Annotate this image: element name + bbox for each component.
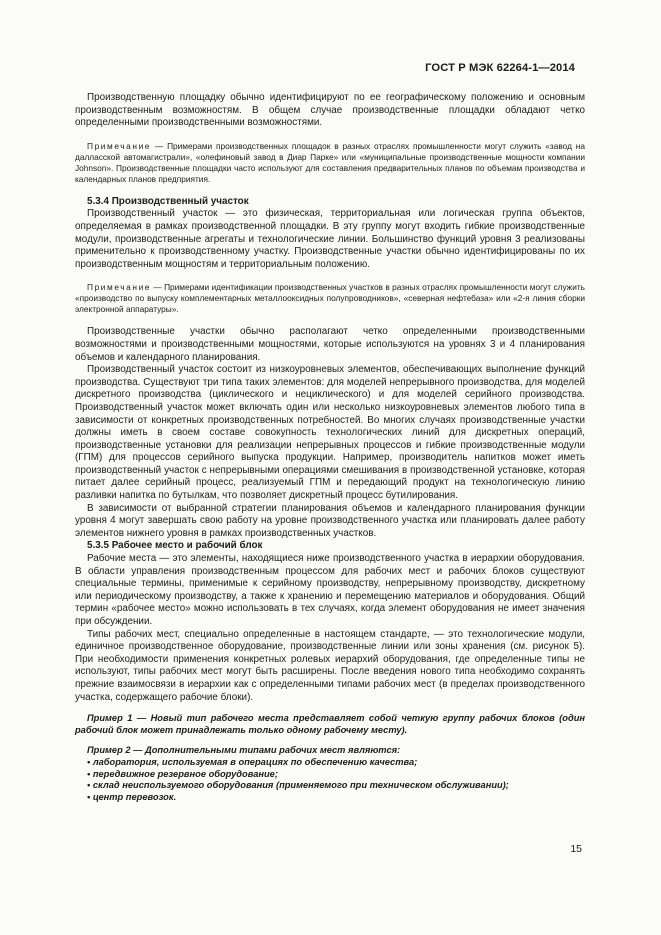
note-label: Примечание <box>87 282 152 293</box>
example-2-item: • лаборатория, используемая в операциях по обеспечению качества; <box>87 756 418 767</box>
example-2-item: • передвижное резервное оборудование; <box>87 768 278 779</box>
note-site <box>75 141 585 185</box>
paragraph-area-capabilities: Производственные участки обычно располагают четко определенными производственными возможностями и производственными мощностями, которые используются на уровнях 3 и 4 планирования объемов и календарного планирования. <box>75 326 585 363</box>
example-2-item: • склад неиспользуемого оборудования (применяемого при техническом обслуживании); <box>87 780 509 791</box>
document-body <box>75 92 585 803</box>
note-text: — Примерами идентификации производственных участков в разных отраслях промышленности могут служить «производство по выпуску комплементарных металлооксидных полупроводников», «северная нефтебаза» или «2-я линия сборки электронной аппаратуры». <box>75 282 585 315</box>
example-2-heading: Пример 2 — Дополнительными типами рабочих мест являются: <box>87 745 401 756</box>
paragraph-area-elements: Производственный участок состоит из низкоуровневых элементов, обеспечивающих выполнение функций производства. Существуют три типа таких элементов: для моделей непрерывного производства, для моделей дискретного производства (циклического и нециклического) и для моделей серийного производства. Производственный участок может включать один или несколько низкоуровневых элементов любого типа в зависимости от конкретных производственных потребностей. Во многих случаях производственные участки должны иметь в своем составе совокупность технологических линий для дискретных операций, производственные установки для реализации непрерывных процессов и гибкие производственные модули (ГПМ) для процессов серийного выпуска продукции. Например, производитель напитков может иметь производственный участок с непрерывными операциями смешивания в производственной установке, которая питает далее серийный процесс, реализуемый ГПМ и передающий продукт на технологическую линию разливки напитка по бутылкам, что позволяет дискретный процесс бутилирования. <box>75 364 585 502</box>
note-area <box>75 282 585 315</box>
example-1 <box>75 713 585 736</box>
section-heading-5-3-5: 5.3.5 Рабочее место и рабочий блок <box>87 540 263 552</box>
document-header: ГОСТ Р МЭК 62264-1—2014 <box>425 62 575 74</box>
section-heading-5-3-4: 5.3.4 Производственный участок <box>87 195 249 207</box>
paragraph-area: Производственный участок — это физическая, территориальная или логическая группа объектов, определяемая в рамках производственной площадки. В эту группу могут входить гибкие производственные модули, производственные агрегаты и технологические линии. Большинство функций уровня 3 реализованы применительно к производственному участку. Производственные участки обычно идентифицированы по их производственным мощностям и территориальным положению. <box>75 208 585 270</box>
note-label: Примечание <box>87 140 152 151</box>
note-text: — Примерами производственных площадок в разных отраслях промышленности могут служить «завод на далласской автомагистрали», «олефиновый завод в Диар Парке» или «муниципальные производственные мощности компании Johnson». Производственные площадки часто используют для составления предварительных планов по объемам производства и календарных планов предприятия. <box>75 140 585 184</box>
paragraph-work-center: Рабочие места — это элементы, находящиеся ниже производственного участка в иерархии оборудования. В области управления производственным процессом для рабочих мест и рабочих блоков существуют специальные термины, применимые к серийному производству, непрерывному производству, дискретному или периодическому производству, а также к хранению и перемещению материалов и оборудования. Общий термин «рабочее место» можно использовать в тех случаях, когда элемент оборудования не имеет значения при обсуждении. <box>75 553 585 627</box>
paragraph-site: Производственную площадку обычно идентифицируют по ее географическому положению и основным производственным возможностям. В общем случае производственные площадки обладают четко определенными производственными возможностями. <box>75 92 585 129</box>
page-number: 15 <box>570 843 582 855</box>
paragraph-level4-strategy: В зависимости от выбранной стратегии планирования объемов и календарного планирования функции уровня 4 могут завершать свою работу на уровне производственного участка или планировать далее работу элементов нижнего уровня в рамках производственных участков. <box>75 502 585 539</box>
example-2-item: • центр перевозок. <box>87 791 177 802</box>
example-2 <box>75 745 585 803</box>
example-1-text: Пример 1 — Новый тип рабочего места представляет собой четкую группу рабочих блоков (один рабочий блок может принадлежать только одному рабочему месту). <box>75 713 585 735</box>
paragraph-work-center-types: Типы рабочих мест, специально определенные в настоящем стандарте, — это технологические модули, единичное производственное оборудование, производственные линии или зоны хранения (см. рисунок 5). При необходимости применения конкретных ролевых иерархий оборудования, где определенные типы не используют, типы рабочих мест могут быть расширены. После введения нового типа необходимо сохранять прежние взаимосвязи в иерархии как с определенными типами рабочих мест (в пределах производственного участка, содержащего рабочие блоки). <box>75 628 585 703</box>
